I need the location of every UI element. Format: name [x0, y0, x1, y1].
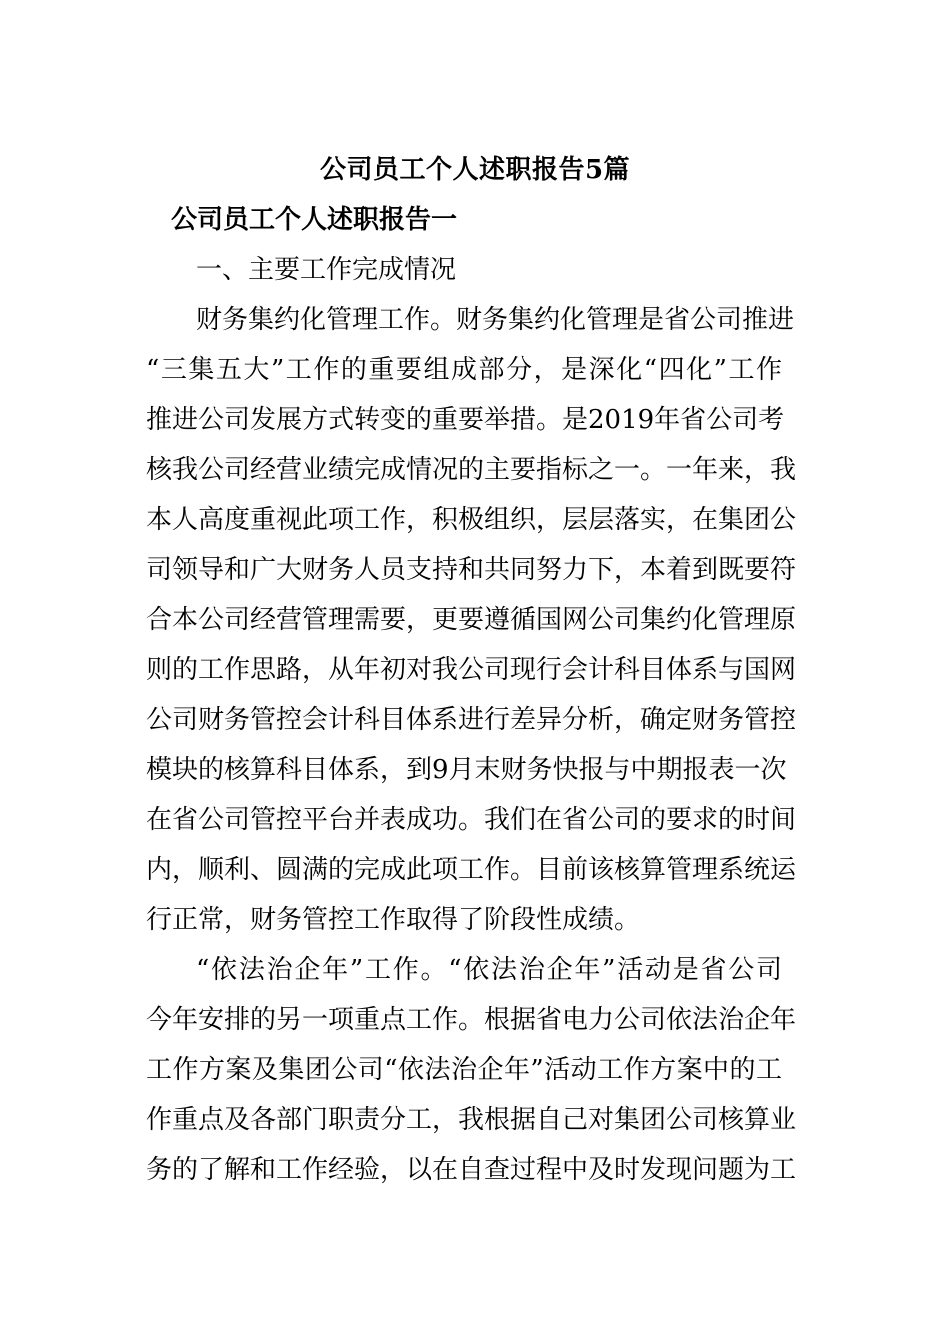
- paragraph-line: 合本公司经营管理需要，更要遵循国网公司集约化管理原: [146, 605, 797, 635]
- paragraph-line: “依法治企年”工作。“依法治企年”活动是省公司: [196, 955, 782, 985]
- paragraph-line: 公司财务管控会计科目体系进行差异分析，确定财务管控: [146, 705, 797, 735]
- paragraph-line: 在省公司管控平台并表成功。我们在省公司的要求的时间: [146, 805, 797, 835]
- paragraph-line: 核我公司经营业绩完成情况的主要指标之一。一年来，我: [146, 455, 797, 485]
- paragraph-line: 工作方案及集团公司“依法治企年”活动工作方案中的工: [146, 1055, 782, 1085]
- paragraph-line: 今年安排的另一项重点工作。根据省电力公司依法治企年: [146, 1005, 797, 1035]
- paragraph-line: 行正常，财务管控工作取得了阶段性成绩。: [146, 905, 641, 935]
- paragraph-line: 则的工作思路，从年初对我公司现行会计科目体系与国网: [146, 655, 797, 685]
- paragraph-line: 务的了解和工作经验，以在自查过程中及时发现问题为工: [146, 1155, 797, 1185]
- paragraph-line: 财务集约化管理工作。财务集约化管理是省公司推进: [196, 305, 795, 335]
- section-heading: 公司员工个人述职报告一: [171, 205, 458, 235]
- paragraph-line: “三集五大”工作的重要组成部分，是深化“四化”工作: [146, 355, 782, 385]
- paragraph-line: 本人高度重视此项工作，积极组织，层层落实，在集团公: [146, 505, 797, 535]
- paragraph-line: 推进公司发展方式转变的重要举措。是2019年省公司考: [146, 405, 785, 435]
- paragraph-line: 作重点及各部门职责分工，我根据自己对集团公司核算业: [146, 1105, 797, 1135]
- subheading: 一、主要工作完成情况: [196, 255, 457, 285]
- paragraph-line: 内，顺利、圆满的完成此项工作。目前该核算管理系统运: [146, 855, 797, 885]
- paragraph-line: 司领导和广大财务人员支持和共同努力下，本着到既要符: [146, 555, 797, 585]
- document-title: 公司员工个人述职报告5篇: [319, 155, 631, 185]
- paragraph-line: 模块的核算科目体系，到9月末财务快报与中期报表一次: [146, 755, 787, 785]
